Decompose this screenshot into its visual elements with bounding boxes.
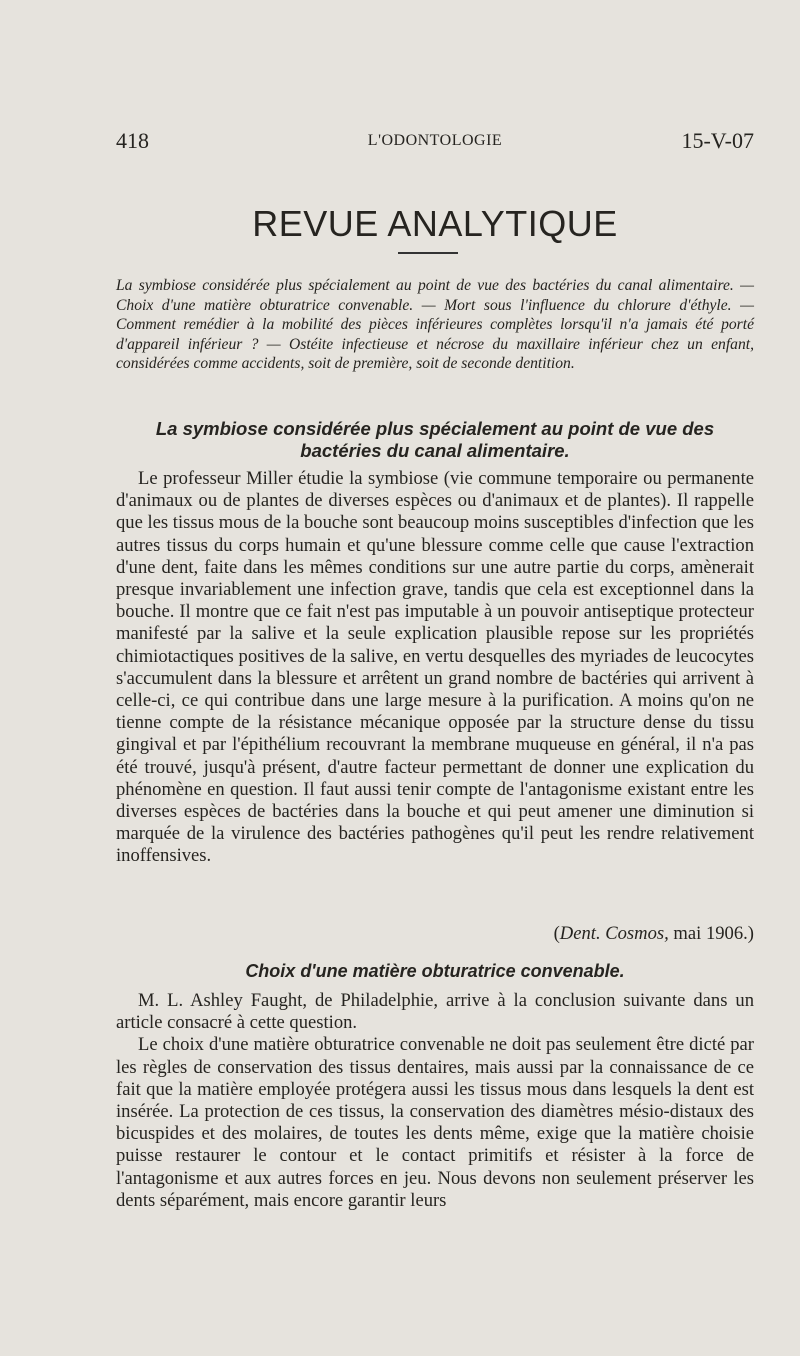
citation [554,923,754,945]
citation-source: Dent. Cosmos, [559,923,669,944]
section-body-obturatrice [116,990,754,1212]
section-body-symbiose [116,468,754,868]
section-title-obturatrice: Choix d'une matière obturatrice convenable. [245,961,625,981]
summary-paragraph: La symbiose considérée plus spécialement au point de vue des bactéries du canal alimentaire. — Choix d'une matière obturatrice convenable. — Mort sous l'influence du chlorure d'éthyle. — Comment remédier à la mobilité des pièces inférieures complètes lorsqu'il n'a jamais été porté d'appareil inférieur ? — Ostéite infectieuse et nécrose du maxillaire inférieur chez un enfant, considérées comme accidents, soit de première, soit de seconde dentition. [116,277,754,372]
paragraph: Le professeur Miller étudie la symbiose (vie commune temporaire ou permanente d'animaux ou de plantes de diverses espèces ou d'animaux et de plantes). Il rappelle que les tissus mous de la bouche sont beaucoup moins susceptibles d'infection que les autres tissus du corps humain et qu'une blessure comme celle que cause l'extraction d'une dent, faite dans les mêmes conditions sur une autre partie du corps, amènerait presque invariablement une infection grave, tandis que cela est exceptionnel dans la bouche. Il montre que ce fait n'est pas imputable à un pouvoir antiseptique protecteur manifesté par la salive et la seule explication plausible repose sur les propriétés chimiotactiques positives de la salive, en vertu desquelles des myriades de leucocytes s'accumulent dans la blessure et arrêtent un grand nombre de bactéries qui arrivent à celle-ci, ce qui contribue dans une large mesure à la purification. A moins qu'on ne tienne compte de la résistance mécanique opposée par la structure dense du tissu gingival et par l'épithélium recouvrant la membrane muqueuse en général, il n'a pas été trouvé, jusqu'à présent, d'autre facteur permettant de donner une explication du phénomène en question. Il faut aussi tenir compte de l'antagonisme existant entre les diverses espèces de bactéries dans la bouche et qui peut amener une diminution si marquée de la virulence des bactéries pathogènes qu'il peut les rendre relativement inoffensives. [116,468,755,867]
section-title-symbiose: La symbiose considérée plus spécialement au point de vue des bactéries du canal alimentaire. [155,418,715,461]
title-divider [398,252,458,254]
running-head [116,128,754,158]
page-number: 418 [116,128,149,153]
paragraph: Le choix d'une matière obturatrice convenable ne doit pas seulement être dicté par les règles de conservation des tissus dentaires, mais aussi par la connaissance de ce fait que la matière employée protégera aussi les tissus mous dans lesquels la dent est insérée. La protection de ces tissus, la conservation des diamètres mésio-distaux des bicuspides et des molaires, de toutes les dents même, exige que la matière choisie puisse restaurer le contour et le contact primitifs et résister à la force de l'antagonisme et aux autres forces en jeu. Nous devons non seulement préserver les dents séparément, mais encore garantir leurs [116,1034,754,1211]
journal-title: L'ODONTOLOGIE [367,132,503,149]
citation-date: mai 1906.) [668,923,754,944]
page-title: REVUE ANALYTIQUE [252,203,618,244]
citation-open: ( [553,923,560,944]
paragraph: M. L. Ashley Faught, de Philadelphie, arrive à la conclusion suivante dans un article consacré à cette question. [116,990,754,1034]
issue-date: 15-V-07 [681,128,754,153]
